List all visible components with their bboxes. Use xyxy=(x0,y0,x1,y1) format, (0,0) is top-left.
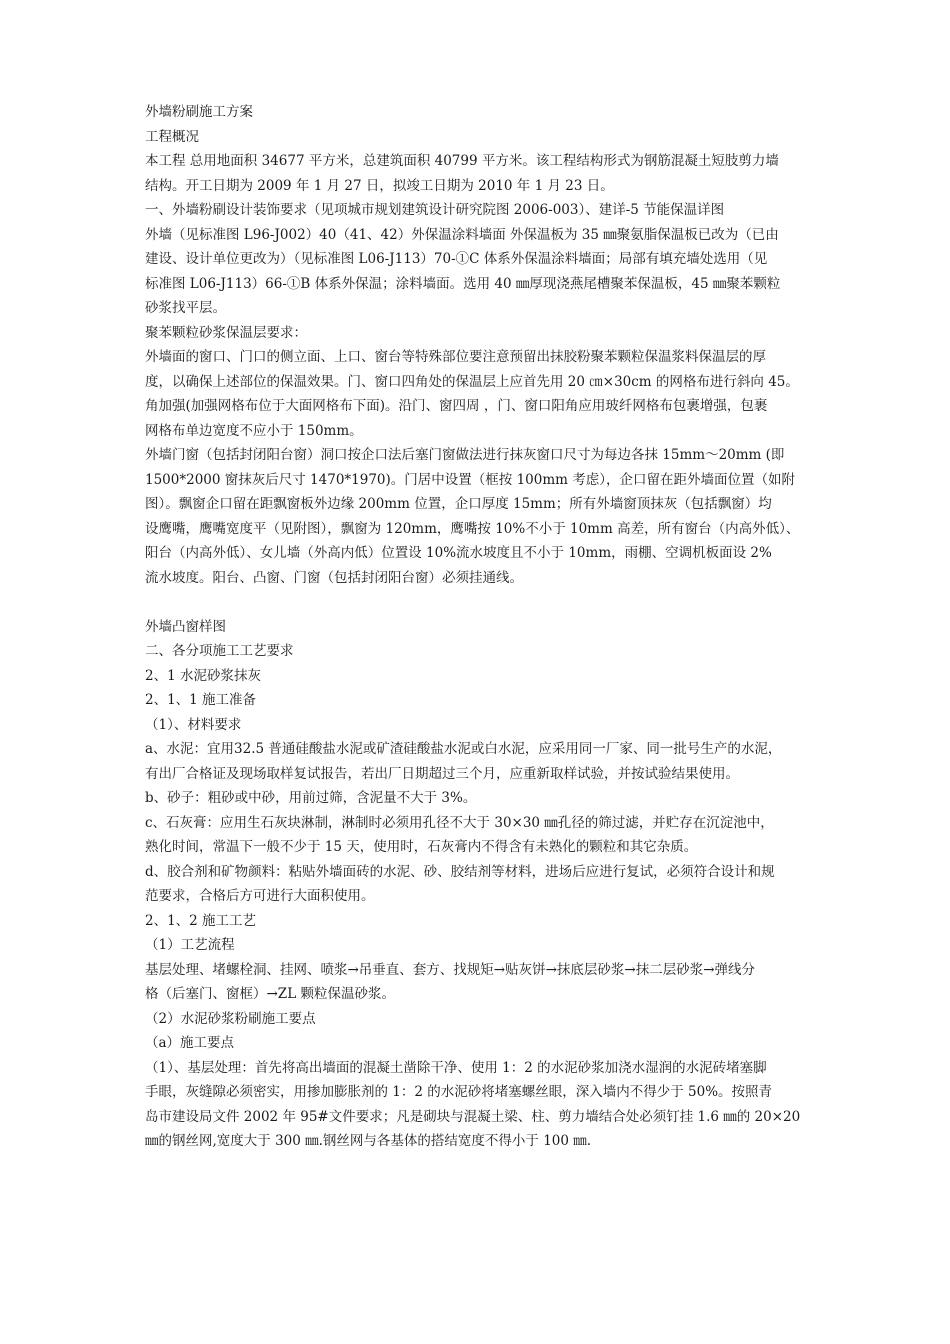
paragraph-line: 手眼，灰缝隙必须密实，用掺加膨胀剂的 1：2 的水泥砂将堵塞螺丝眼，深入墙内不得少于 50%。按照青 xyxy=(145,1084,773,1100)
subsection-heading: （2）水泥砂浆粉刷施工要点 xyxy=(145,1010,316,1027)
section-heading: 工程概况 xyxy=(145,128,199,145)
paragraph-line: d、胶合剂和矿物颜料：粘贴外墙面砖的水泥、砂、胶结剂等材料，进场后应进行复试，必须符合设计和规 xyxy=(145,863,775,880)
paragraph-line: 建设、设计单位更改为）（见标准图 L06-J113）70-①C 体系外保温涂料墙面；局部有填充墙处选用（见 xyxy=(145,251,768,267)
paragraph-line: 网格布单边宽度不应小于 150mm。 xyxy=(145,422,363,439)
blank-line xyxy=(145,590,815,615)
paragraph-line: 图）。飘窗企口留在距飘窗板外边缘 200mm 位置，企口厚度 15mm；所有外墙窗顶抹灰（包括飘窗）均 xyxy=(145,496,772,512)
document-body xyxy=(145,100,815,1154)
subsection-heading: （1）、材料要求 xyxy=(145,716,242,733)
paragraph-line: 角加强(加强网格布位于大面网格布下面)。沿门、窗四周 ，门、窗口阳角应用玻纤网格布包裹增强，包裹 xyxy=(145,398,768,414)
paragraph-line: 本工程 总用地面积 34677 平方米，总建筑面积 40799 平方米。该工程结构形式为钢筋混凝土短肢剪力墙 xyxy=(145,153,779,169)
paragraph-line: 流水坡度。阳台、凸窗、门窗（包括封闭阳台窗）必须挂通线。 xyxy=(145,569,523,586)
subsection-heading: 2、1 水泥砂浆抹灰 xyxy=(145,667,261,684)
section-heading: 一、外墙粉刷设计装饰要求（见项城市规划建筑设计研究院图 2006-003）、建详-5 节能保温详图 xyxy=(145,202,725,218)
paragraph-line: 范要求，合格后方可进行大面积使用。 xyxy=(145,888,375,904)
paragraph-line: 阳台（内高外低）、女儿墙（外高内低）位置设 10%流水坡度且不小于 10mm，雨棚、空调机板面设 2% xyxy=(145,545,772,561)
paragraph-line: 岛市建设局文件 2002 年 95#文件要求；凡是砌块与混凝土梁、柱、剪力墙结合处必须钉挂 1.6 ㎜的 20×20 xyxy=(145,1108,801,1125)
figure-caption: 外墙凸窗样图 xyxy=(145,618,226,635)
paragraph-line: 格（后塞门、窗框）→ZL 颗粒保温砂浆。 xyxy=(145,986,395,1002)
paragraph-line: 砂浆找平层。 xyxy=(145,300,226,316)
paragraph-line: a、水泥：宜用32.5 普通硅酸盐水泥或矿渣硅酸盐水泥或白水泥，应采用同一厂家、同一批号生产的水泥， xyxy=(145,741,782,757)
subsection-heading: （1）工艺流程 xyxy=(145,937,235,953)
subsection-heading: （a）施工要点 xyxy=(145,1035,235,1051)
paragraph-line: （1）、基层处理：首先将高出墙面的混凝土凿除干净、使用 1：2 的水泥砂浆加浇水湿润的水泥砖堵塞脚 xyxy=(145,1059,767,1076)
paragraph-line: ㎜的钢丝网,宽度大于 300 ㎜.钢丝网与各基体的搭结宽度不得小于 100 ㎜. xyxy=(145,1133,592,1149)
paragraph-line: 有出厂合格证及现场取样复试报告，若出厂日期超过三个月，应重新取样试验，并按试验结果使用。 xyxy=(145,765,739,782)
paragraph-line: c、石灰膏：应用生石灰块淋制，淋制时必须用孔径不大于 30×30 ㎜孔径的筛过滤，并贮存在沉淀池中， xyxy=(145,814,774,831)
section-heading: 聚苯颗粒砂浆保温层要求： xyxy=(145,324,307,341)
paragraph-line: 标准图 L06-J113）66-①B 体系外保温；涂料墙面。选用 40 ㎜厚现浇燕尾槽聚苯保温板，45 ㎜聚苯颗粒 xyxy=(145,275,781,292)
paragraph-line: 设鹰嘴，鹰嘴宽度平（见附图），飘窗为 120mm，鹰嘴按 10%不小于 10mm 高差，所有窗台（内高外低）、 xyxy=(145,520,800,537)
section-heading: 二、各分项施工工艺要求 xyxy=(145,643,294,659)
paragraph-line: 度，以确保上述部位的保温效果。门、窗口四角处的保温层上应首先用 20 ㎝×30cm 的网格布进行斜向 45。 xyxy=(145,373,799,390)
subsection-heading: 2、1、1 施工准备 xyxy=(145,692,257,708)
paragraph-line: 1500*2000 窗抹灰后尺寸 1470*1970)。门居中设置（框按 100mm 考虑），企口留在距外墙面位置（如附 xyxy=(145,471,795,488)
paragraph-line: 外墙面的窗口、门口的侧立面、上口、窗台等特殊部位要注意预留出抹胶粉聚苯颗粒保温浆料保温层的厚 xyxy=(145,349,766,365)
paragraph-line: 熟化时间，常温下一般不少于 15 天，使用时，石灰膏内不得含有未熟化的颗粒和其它杂质。 xyxy=(145,839,698,855)
subsection-heading: 2、1、2 施工工艺 xyxy=(145,912,257,929)
paragraph-line: b、砂子：粗砂或中砂，用前过筛，含泥量不大于 3%。 xyxy=(145,790,477,806)
paragraph-line: 结构。开工日期为 2009 年 1 月 27 日，拟竣工日期为 2010 年 1 月 23 日。 xyxy=(145,177,614,194)
paragraph-line: 外墙门窗（包括封闭阳台窗）洞口按企口法后塞门窗做法进行抹灰窗口尺寸为每边各抹 15mm～20mm (即 xyxy=(145,447,785,463)
paragraph-line: 基层处理、堵螺栓洞、挂网、喷浆→吊垂直、套方、找规矩→贴灰饼→抹底层砂浆→抹二层砂浆→弹线分 xyxy=(145,961,756,978)
document-title: 外墙粉刷施工方案 xyxy=(145,104,253,120)
paragraph-line: 外墙（见标准图 L96-J002）40（41、42）外保温涂料墙面 外保温板为 35 ㎜聚氨脂保温板已改为（已由 xyxy=(145,226,779,243)
